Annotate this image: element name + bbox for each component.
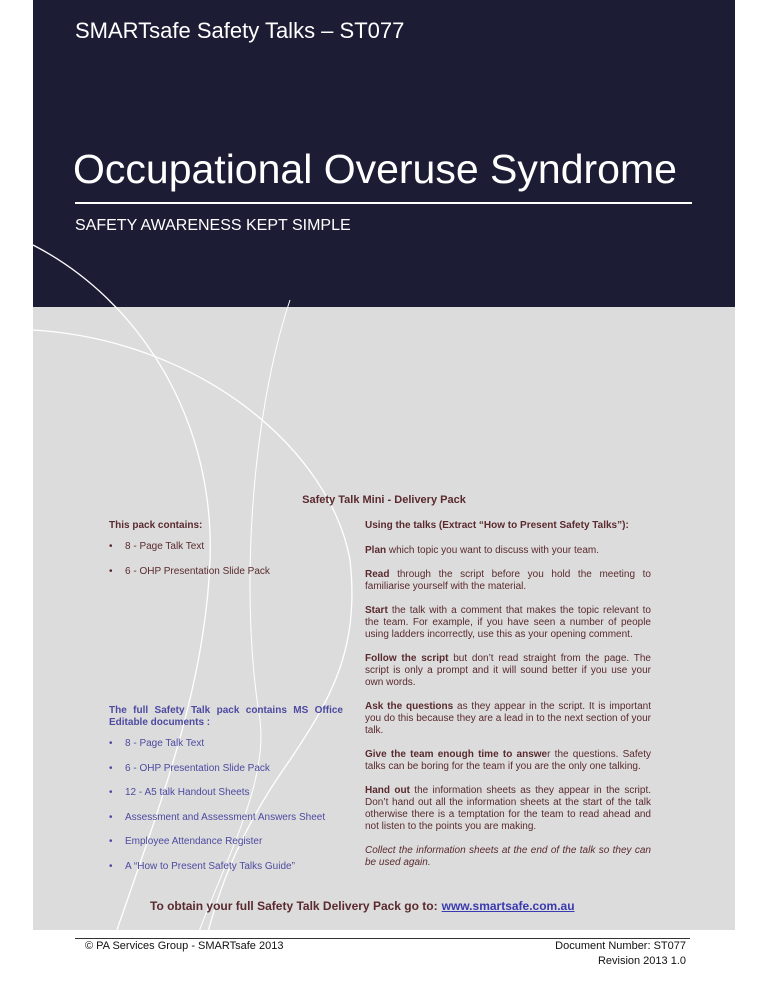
contains-list: [109, 541, 270, 590]
usage-heading: Using the talks (Extract “How to Present Safety Talks”):: [365, 520, 629, 531]
tip: Start the talk with a comment that makes the topic relevant to the team. For example, if you have seen a number of people using ladders incorrectly, use this as your opening comment.: [365, 605, 651, 640]
contains-heading: This pack contains:: [109, 520, 203, 531]
list-item: • 6 - OHP Presentation Slide Pack: [109, 566, 270, 591]
revision: Revision 2013 1.0: [597, 955, 686, 967]
subtitle: SAFETY AWARENESS KEPT SIMPLE: [75, 217, 351, 234]
list-item: • Assessment and Assessment Answers Sheet: [109, 812, 325, 837]
tip: Give the team enough time to answer the questions. Safety talks can be boring for the team if you are the only one talking.: [365, 749, 651, 772]
series-title: SMARTsafe Safety Talks – ST077: [75, 18, 405, 43]
call-to-action: To obtain your full Safety Talk Delivery Pack go to: www.smartsafe.com.au: [150, 899, 575, 913]
list-item: • 8 - Page Talk Text: [109, 541, 270, 566]
full-pack-list: [109, 738, 325, 885]
tip: Hand out the information sheets as they appear in the script. Don’t hand out all the information sheets at the start of the talk otherwise there is a temptation for the team to read ahead and not listen to the points you are making.: [365, 785, 652, 832]
list-item: • 6 - OHP Presentation Slide Pack: [109, 763, 325, 788]
tip: Follow the script but don’t read straight from the page. The script is only a prompt and it will sound better if you use your own words.: [365, 653, 651, 688]
page-title: Occupational Overuse Syndrome: [73, 146, 677, 192]
copyright: © PA Services Group - SMARTsafe 2013: [85, 940, 284, 952]
footer-divider: [75, 938, 690, 939]
list-item: • Employee Attendance Register: [109, 836, 325, 861]
tip: Ask the questions as they appear in the script. It is important you do this because they are a lead in to the next section of your talk.: [365, 701, 651, 736]
title-divider: [75, 202, 692, 204]
tip: Read through the script before you hold the meeting to familiarise yourself with the material.: [365, 569, 651, 592]
tip: Plan which topic you want to discuss with your team.: [365, 545, 599, 556]
list-item: • A “How to Present Safety Talks Guide”: [109, 861, 325, 886]
usage-tips: [365, 520, 651, 881]
website-link[interactable]: www.smartsafe.com.au: [441, 899, 575, 913]
closing-note: Collect the information sheets at the end of the talk so they can be used again.: [365, 845, 651, 868]
list-item: • 8 - Page Talk Text: [109, 738, 325, 763]
document-number: Document Number: ST077: [555, 940, 686, 952]
list-item: • 12 - A5 talk Handout Sheets: [109, 787, 325, 812]
pack-title: Safety Talk Mini - Delivery Pack: [302, 494, 466, 506]
full-pack-heading: The full Safety Talk pack contains MS Office Editable documents :: [109, 705, 343, 728]
